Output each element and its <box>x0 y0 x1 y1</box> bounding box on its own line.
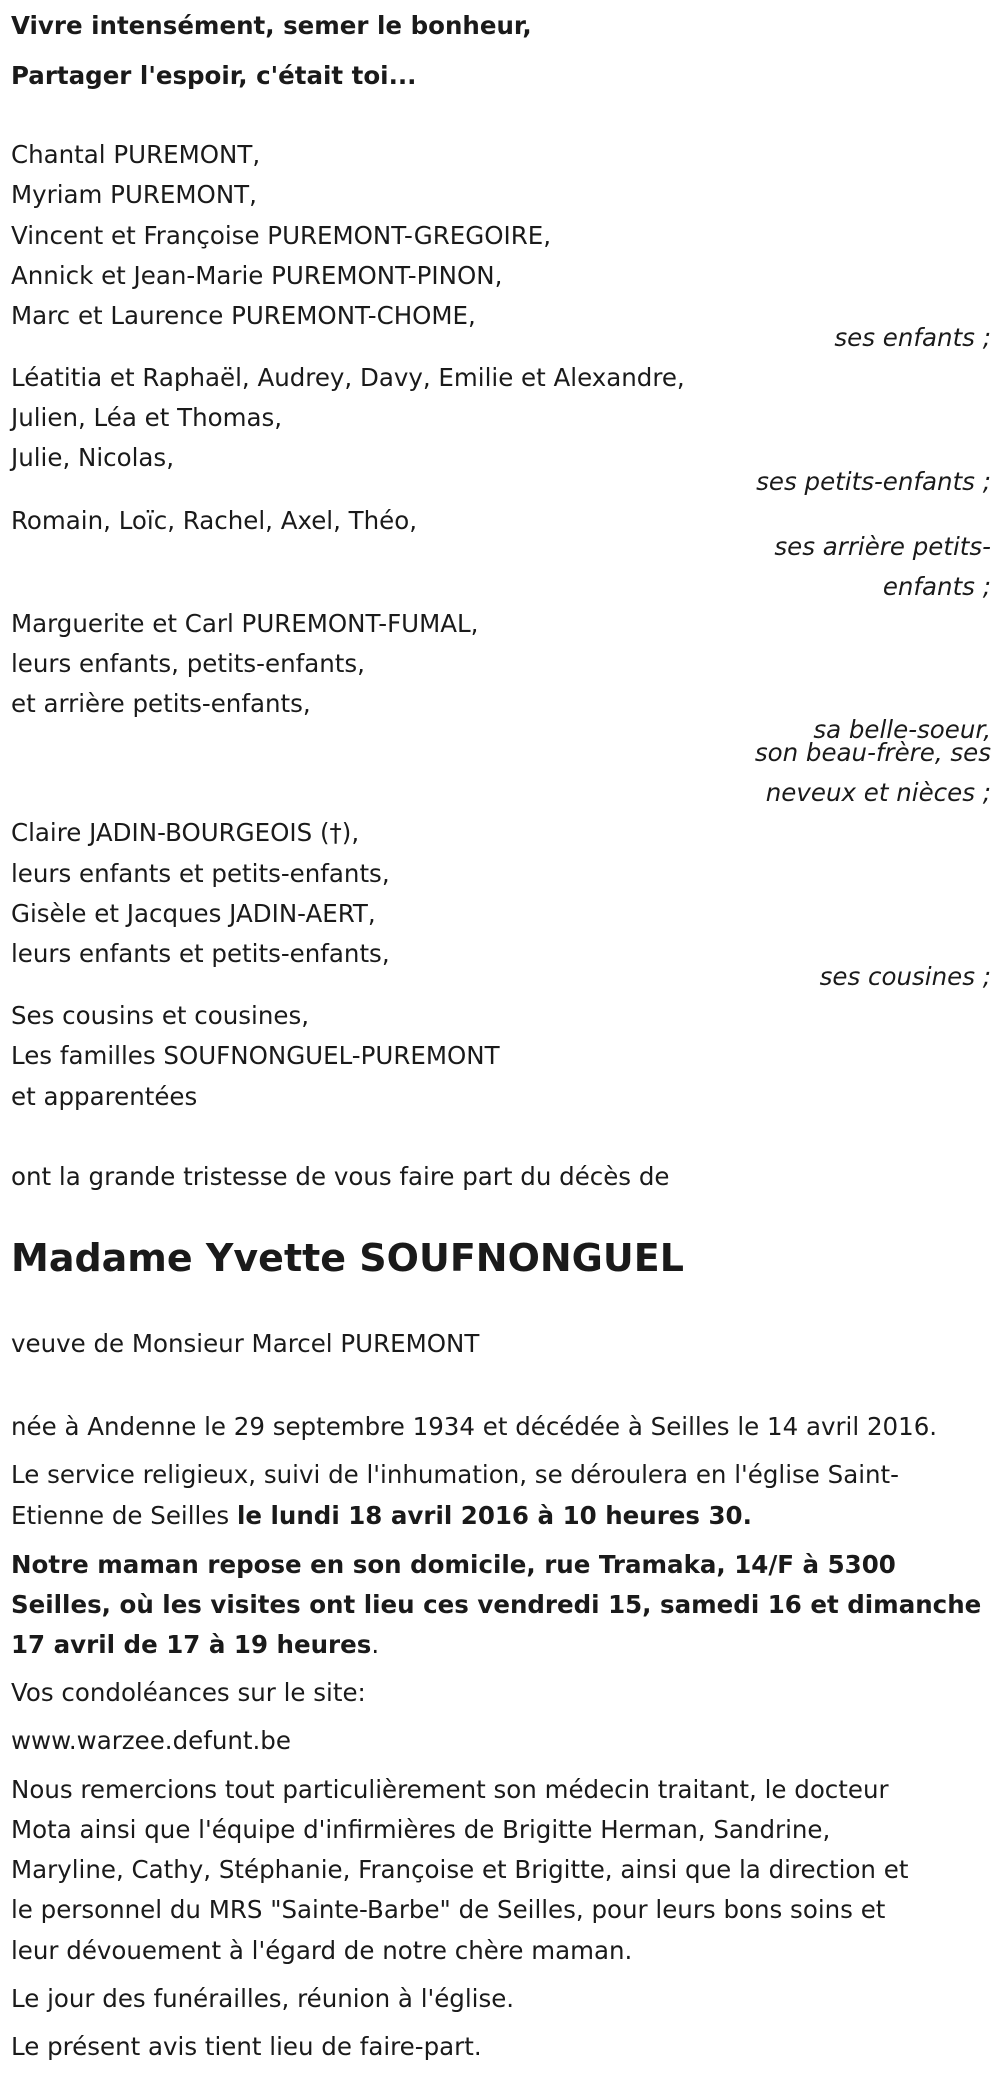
in-laws-relation: neveux et nièces ; <box>765 778 991 807</box>
notice: Le présent avis tient lieu de faire-part. <box>11 2032 482 2061</box>
resting-line-3 <box>11 1625 379 1665</box>
in-laws-relation: sa belle-soeur, <box>813 715 991 744</box>
family-line: Ses cousins et cousines, <box>11 1001 309 1030</box>
in-laws-relation: son beau-frère, ses <box>754 738 991 767</box>
thanks-line: Mota ainsi que l'équipe d'infirmières de Brigitte Herman, Sandrine, <box>11 1815 831 1844</box>
condolences-label: Vos condoléances sur le site: <box>11 1678 366 1707</box>
cousin-name: Claire JADIN-BOURGEOIS (†), <box>11 818 360 847</box>
cousin-name: leurs enfants et petits-enfants, <box>11 859 390 888</box>
in-law-name: Marguerite et Carl PUREMONT-FUMAL, <box>11 609 479 638</box>
great-grandchildren-relation: ses arrière petits- <box>774 532 991 561</box>
resting-period: . <box>371 1630 380 1659</box>
visiting-hours: 17 avril de 17 à 19 heures <box>11 1630 372 1659</box>
service-line-1: Le service religieux, suivi de l'inhumation, se déroulera en l'église Saint- <box>11 1460 900 1489</box>
deceased-name: Madame Yvette SOUFNONGUEL <box>11 1236 684 1280</box>
great-grandchildren-relation: enfants ; <box>882 572 991 601</box>
service-datetime: le lundi 18 avril 2016 à 10 heures 30. <box>236 1501 752 1530</box>
children-relation: ses enfants ; <box>834 323 991 352</box>
family-line: et apparentées <box>11 1082 198 1111</box>
birth-death: née à Andenne le 29 septembre 1934 et décédée à Seilles le 14 avril 2016. <box>11 1412 938 1441</box>
cousin-name: Gisèle et Jacques JADIN-AERT, <box>11 899 376 928</box>
child-name: Annick et Jean-Marie PUREMONT-PINON, <box>11 261 503 290</box>
in-law-name: et arrière petits-enfants, <box>11 689 311 718</box>
child-name: Vincent et Françoise PUREMONT-GREGOIRE, <box>11 221 551 250</box>
cousin-name: leurs enfants et petits-enfants, <box>11 939 390 968</box>
funeral-day: Le jour des funérailles, réunion à l'église. <box>11 1984 515 2013</box>
resting-line-2: Seilles, où les visites ont lieu ces vendredi 15, samedi 16 et dimanche <box>11 1590 982 1619</box>
grandchild-name: Julien, Léa et Thomas, <box>11 403 283 432</box>
family-line: Les familles SOUFNONGUEL-PUREMONT <box>11 1041 500 1070</box>
grandchildren-relation: ses petits-enfants ; <box>756 467 991 496</box>
child-name: Myriam PUREMONT, <box>11 180 257 209</box>
child-name: Chantal PUREMONT, <box>11 140 261 169</box>
child-name: Marc et Laurence PUREMONT-CHOME, <box>11 301 476 330</box>
in-law-name: leurs enfants, petits-enfants, <box>11 649 365 678</box>
grandchild-name: Julie, Nicolas, <box>11 443 174 472</box>
thanks-line: Maryline, Cathy, Stéphanie, Françoise et Brigitte, ainsi que la direction et <box>11 1855 909 1884</box>
great-grandchild-name: Romain, Loïc, Rachel, Axel, Théo, <box>11 506 418 535</box>
service-place: Etienne de Seilles <box>11 1501 237 1530</box>
cousins-relation: ses cousines ; <box>819 962 991 991</box>
resting-line-1: Notre maman repose en son domicile, rue Tramaka, 14/F à 5300 <box>11 1550 896 1579</box>
thanks-line: Nous remercions tout particulièrement son médecin traitant, le docteur <box>11 1775 889 1804</box>
widow-of: veuve de Monsieur Marcel PUREMONT <box>11 1329 480 1358</box>
announcement: ont la grande tristesse de vous faire part du décès de <box>11 1162 670 1191</box>
thanks-line: le personnel du MRS "Sainte-Barbe" de Seilles, pour leurs bons soins et <box>11 1895 886 1924</box>
thanks-line: leur dévouement à l'égard de notre chère maman. <box>11 1936 633 1965</box>
epigraph-line-2: Partager l'espoir, c'était toi... <box>11 61 417 90</box>
epigraph-line-1: Vivre intensément, semer le bonheur, <box>11 11 532 40</box>
grandchild-name: Léatitia et Raphaël, Audrey, Davy, Emilie et Alexandre, <box>11 363 685 392</box>
service-line-2 <box>11 1496 752 1536</box>
website-link[interactable]: www.warzee.defunt.be <box>11 1726 291 1755</box>
